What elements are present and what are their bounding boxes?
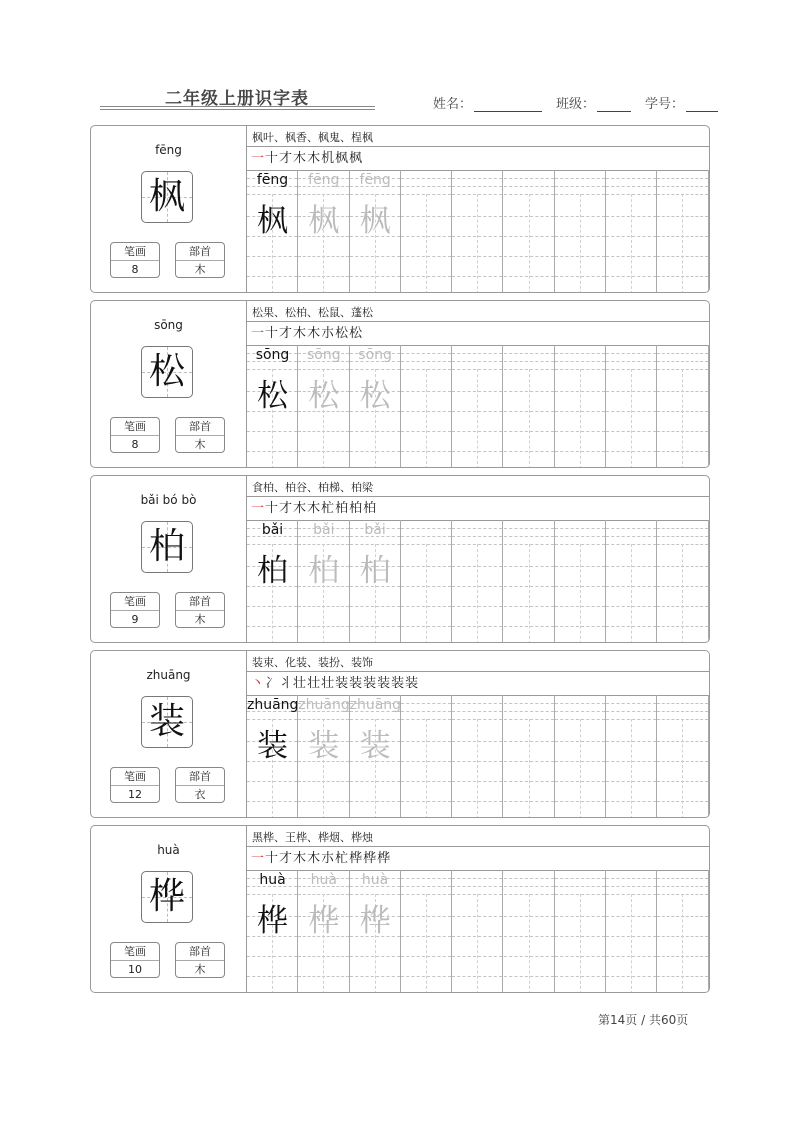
radical-value: 木	[194, 963, 206, 976]
example-words: 黑桦、王桦、桦烟、桦烛	[252, 831, 373, 844]
stroke-step: 十	[265, 501, 280, 516]
title-underline	[100, 106, 375, 107]
stroke-step: 才	[279, 326, 294, 341]
character-sample: 桦	[257, 903, 288, 939]
character-card	[90, 300, 710, 468]
writing-cell[interactable]	[298, 520, 349, 643]
writing-cell[interactable]	[401, 870, 452, 993]
writing-cell[interactable]	[504, 695, 555, 818]
stroke-step: 桦	[377, 851, 392, 866]
radical-box	[175, 417, 225, 453]
stroke-step: 松	[335, 326, 350, 341]
writing-cell[interactable]	[555, 345, 606, 468]
stroke-order	[251, 147, 363, 166]
stroke-step: 朩	[321, 326, 336, 341]
pinyin-trace: zhuāng	[298, 697, 350, 713]
writing-cell[interactable]	[350, 870, 401, 993]
pinyin-sample: bǎi	[261, 522, 284, 538]
stroke-order	[251, 847, 391, 866]
writing-cell[interactable]	[401, 345, 452, 468]
radical-label: 部首	[176, 243, 224, 261]
writing-cell[interactable]	[555, 170, 606, 293]
writing-cell[interactable]	[452, 695, 503, 818]
writing-cell[interactable]	[298, 870, 349, 993]
pinyin-sample: zhuāng	[247, 697, 299, 713]
character-pinyin: sōng	[154, 318, 183, 332]
character-trace: 柏	[308, 553, 340, 589]
character-trace: 枫	[359, 203, 391, 239]
stroke-step: 装	[363, 676, 378, 691]
stroke-count-box	[110, 417, 160, 453]
stroke-step: 木	[293, 851, 308, 866]
radical-label: 部首	[176, 768, 224, 786]
stroke-step: 丬	[279, 676, 294, 691]
radical-box	[175, 242, 225, 278]
stroke-step: 桦	[349, 851, 364, 866]
stroke-step: 柏	[349, 501, 364, 516]
writing-grid	[247, 345, 709, 468]
stroke-step: 十	[265, 326, 280, 341]
stroke-step: 才	[279, 151, 294, 166]
pinyin-trace: fēng	[308, 172, 340, 188]
writing-cell[interactable]	[504, 345, 555, 468]
writing-cell[interactable]	[452, 520, 503, 643]
writing-cell[interactable]	[606, 345, 657, 468]
writing-cell[interactable]	[401, 695, 452, 818]
name-field[interactable]	[474, 99, 542, 112]
stroke-step: 壮	[293, 676, 308, 691]
character-info	[91, 476, 247, 642]
pinyin-trace: huà	[310, 872, 337, 888]
writing-cell[interactable]	[452, 170, 503, 293]
practice-area	[247, 301, 709, 467]
writing-cell[interactable]	[555, 870, 606, 993]
stroke-step: 冫	[265, 676, 280, 691]
stroke-step: 才	[279, 851, 294, 866]
writing-cell[interactable]	[247, 695, 298, 818]
character-info	[91, 301, 247, 467]
strokes-label: 笔画	[111, 418, 159, 436]
writing-cell[interactable]	[606, 695, 657, 818]
writing-cell[interactable]	[555, 520, 606, 643]
pinyin-trace: sōng	[358, 347, 392, 363]
radical-value: 衣	[194, 788, 206, 801]
writing-cell[interactable]	[657, 170, 708, 293]
writing-cell[interactable]	[555, 695, 606, 818]
writing-cell[interactable]	[247, 345, 298, 468]
writing-cell[interactable]	[350, 345, 401, 468]
stroke-count: 12	[128, 788, 142, 801]
character-pinyin: huà	[157, 843, 180, 857]
stroke-step: 一	[251, 151, 266, 166]
stroke-step: 机	[321, 151, 336, 166]
radical-box	[175, 592, 225, 628]
stroke-step: 柏	[363, 501, 378, 516]
character-sample: 柏	[257, 553, 288, 589]
stroke-count: 10	[128, 963, 142, 976]
character-glyph: 松	[148, 351, 185, 392]
stroke-step: 木	[293, 501, 308, 516]
character-info	[91, 126, 247, 292]
character-card	[90, 475, 710, 643]
number-field[interactable]	[686, 99, 718, 112]
example-words: 松果、松柏、松鼠、蓬松	[252, 306, 373, 319]
character-glyph: 柏	[148, 526, 185, 567]
stroke-step: 松	[349, 326, 364, 341]
pinyin-sample: fēng	[256, 172, 289, 188]
character-card	[90, 125, 710, 293]
writing-grid	[247, 870, 709, 993]
writing-cell[interactable]	[606, 870, 657, 993]
pinyin-trace: sōng	[306, 347, 341, 363]
stroke-step: 柏	[335, 501, 350, 516]
practice-area	[247, 651, 709, 817]
writing-grid	[247, 170, 709, 293]
character-pinyin: fēng	[155, 143, 182, 157]
writing-cell[interactable]	[298, 170, 349, 293]
writing-cell[interactable]	[401, 170, 452, 293]
name-label: 姓名：	[433, 97, 473, 112]
character-pinyin: zhuāng	[146, 668, 191, 682]
stroke-step: 杧	[321, 501, 336, 516]
stroke-step: 一	[251, 501, 266, 516]
character-trace: 松	[359, 378, 391, 414]
writing-cell[interactable]	[504, 170, 555, 293]
character-box	[141, 521, 193, 573]
stroke-count: 8	[131, 438, 139, 451]
practice-area	[247, 126, 709, 292]
writing-cell[interactable]	[298, 695, 349, 818]
writing-cell[interactable]	[247, 520, 298, 643]
writing-cell[interactable]	[657, 345, 708, 468]
writing-cell[interactable]	[350, 695, 401, 818]
writing-cell[interactable]	[247, 170, 298, 293]
character-trace: 桦	[308, 903, 340, 939]
writing-cell[interactable]	[247, 870, 298, 993]
radical-value: 木	[194, 613, 206, 626]
student-fields	[433, 93, 718, 112]
writing-cell[interactable]	[657, 870, 708, 993]
radical-box	[175, 942, 225, 978]
stroke-step: 木	[307, 501, 322, 516]
character-box	[141, 346, 193, 398]
stroke-count: 8	[131, 263, 139, 276]
class-label: 班级：	[556, 97, 596, 112]
number-label: 学号：	[645, 97, 685, 112]
character-card	[90, 825, 710, 993]
radical-value: 木	[194, 263, 206, 276]
character-sample: 枫	[257, 203, 288, 239]
page-number: 第14页 / 共60页	[598, 1013, 689, 1027]
character-trace: 装	[359, 728, 391, 764]
character-box	[141, 696, 193, 748]
character-card	[90, 650, 710, 818]
writing-cell[interactable]	[504, 870, 555, 993]
stroke-step: 木	[307, 851, 322, 866]
class-field[interactable]	[597, 99, 631, 112]
pinyin-trace: bǎi	[313, 522, 335, 538]
stroke-order	[251, 322, 363, 341]
character-pinyin: bǎi bó bò	[140, 493, 197, 507]
stroke-step: 装	[349, 676, 364, 691]
writing-cell[interactable]	[606, 170, 657, 293]
practice-area	[247, 476, 709, 642]
stroke-step: 木	[307, 326, 322, 341]
character-trace: 装	[308, 728, 340, 764]
character-box	[141, 871, 193, 923]
stroke-step: 杧	[335, 851, 350, 866]
writing-cell[interactable]	[606, 520, 657, 643]
writing-cell[interactable]	[350, 520, 401, 643]
stroke-count-box	[110, 942, 160, 978]
radical-label: 部首	[176, 418, 224, 436]
stroke-count: 9	[131, 613, 139, 626]
stroke-count-box	[110, 242, 160, 278]
stroke-count-box	[110, 767, 160, 803]
stroke-step: 壮	[307, 676, 322, 691]
title-underline-2	[100, 109, 375, 110]
character-trace: 松	[308, 378, 340, 414]
stroke-step: 丶	[251, 676, 266, 691]
stroke-order	[251, 497, 377, 516]
radical-value: 木	[194, 438, 206, 451]
strokes-label: 笔画	[111, 593, 159, 611]
stroke-step: 木	[293, 326, 308, 341]
stroke-step: 壮	[321, 676, 336, 691]
stroke-step: 枫	[349, 151, 364, 166]
writing-cell[interactable]	[657, 695, 708, 818]
radical-label: 部首	[176, 943, 224, 961]
stroke-step: 十	[265, 151, 280, 166]
radical-label: 部首	[176, 593, 224, 611]
character-box	[141, 171, 193, 223]
pinyin-sample: huà	[259, 872, 286, 888]
page-title: 二年级上册识字表	[165, 89, 309, 109]
character-glyph: 装	[148, 701, 185, 742]
stroke-step: 装	[391, 676, 406, 691]
radical-box	[175, 767, 225, 803]
stroke-step: 木	[293, 151, 308, 166]
pinyin-sample: sōng	[255, 347, 290, 363]
character-trace: 桦	[359, 903, 391, 939]
writing-cell[interactable]	[657, 520, 708, 643]
strokes-label: 笔画	[111, 943, 159, 961]
writing-cell[interactable]	[401, 520, 452, 643]
pinyin-trace: huà	[361, 872, 389, 888]
strokes-label: 笔画	[111, 768, 159, 786]
stroke-step: 木	[307, 151, 322, 166]
writing-cell[interactable]	[452, 345, 503, 468]
stroke-step: 桦	[363, 851, 378, 866]
writing-cell[interactable]	[350, 170, 401, 293]
writing-cell[interactable]	[504, 520, 555, 643]
stroke-step: 十	[265, 851, 280, 866]
pinyin-trace: bǎi	[364, 522, 386, 538]
stroke-step: 才	[279, 501, 294, 516]
stroke-step: 一	[251, 326, 266, 341]
example-words: 装束、化装、装扮、装饰	[252, 656, 373, 669]
practice-area	[247, 826, 709, 992]
pinyin-trace: zhuāng	[349, 697, 402, 713]
character-glyph: 枫	[148, 176, 185, 217]
stroke-step: 装	[405, 676, 420, 691]
character-sample: 装	[257, 728, 288, 764]
writing-cell[interactable]	[452, 870, 503, 993]
stroke-count-box	[110, 592, 160, 628]
writing-grid	[247, 695, 709, 818]
writing-cell[interactable]	[298, 345, 349, 468]
stroke-step: 装	[335, 676, 350, 691]
stroke-step: 一	[251, 851, 266, 866]
character-info	[91, 651, 247, 817]
stroke-order	[251, 672, 419, 691]
example-words: 食柏、柏谷、柏梯、柏梁	[252, 481, 373, 494]
example-words: 枫叶、枫香、枫鬼、桯枫	[252, 131, 373, 144]
character-trace: 柏	[359, 553, 391, 589]
stroke-step: 装	[377, 676, 392, 691]
character-sample: 松	[257, 378, 288, 414]
character-trace: 枫	[308, 203, 340, 239]
character-info	[91, 826, 247, 992]
pinyin-trace: fēng	[359, 172, 391, 188]
character-glyph: 桦	[148, 876, 185, 917]
stroke-step: 枫	[335, 151, 350, 166]
strokes-label: 笔画	[111, 243, 159, 261]
writing-grid	[247, 520, 709, 643]
stroke-step: 朩	[321, 851, 336, 866]
